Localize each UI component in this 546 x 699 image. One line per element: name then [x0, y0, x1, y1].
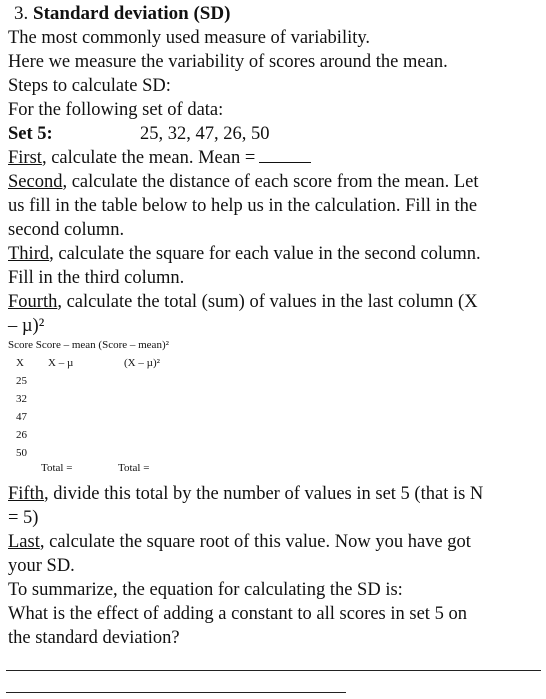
- table-score-row: 26: [16, 429, 27, 441]
- step-second-1: [8, 170, 479, 194]
- step-fifth-2: = 5): [8, 508, 39, 528]
- intro-line-1: The most commonly used measure of variability.: [8, 28, 371, 48]
- table-score-row: 25: [16, 375, 27, 387]
- section-title: Standard deviation (SD): [33, 3, 231, 24]
- table-col1-sub: X: [16, 357, 24, 369]
- mean-answer-blank[interactable]: [259, 146, 311, 163]
- summary-line-2: What is the effect of adding a constant to all scores in set 5 on: [8, 604, 467, 624]
- set-values: 25, 32, 47, 26, 50: [140, 124, 270, 144]
- table-score-row: 32: [16, 393, 27, 405]
- step-third-2: Fill in the third column.: [8, 268, 185, 288]
- step-first: [8, 146, 311, 170]
- intro-line-2: Here we measure the variability of scores around the mean.: [8, 52, 448, 72]
- step-first-word: First: [8, 148, 42, 168]
- step-third-text-1: , calculate the square for each value in the second column.: [49, 244, 481, 264]
- intro-line-4: For the following set of data:: [8, 100, 224, 120]
- table-score-row: 50: [16, 447, 27, 459]
- step-fifth-word: Fifth: [8, 484, 44, 504]
- step-second-2: us fill in the table below to help us in the calculation. Fill in the: [8, 196, 478, 216]
- step-fourth-1: [8, 290, 478, 314]
- step-third-word: Third: [8, 244, 50, 264]
- answer-line-2[interactable]: [6, 692, 346, 693]
- table-col3-sub: (X – µ)²: [124, 357, 160, 369]
- table-score-row: 47: [16, 411, 27, 423]
- summary-line-1: To summarize, the equation for calculating the SD is:: [8, 580, 403, 600]
- step-fourth-word: Fourth: [8, 292, 58, 312]
- intro-line-3: Steps to calculate SD:: [8, 76, 171, 96]
- table-total-2: Total =: [118, 462, 150, 474]
- step-last-text-1: , calculate the square root of this value. Now you have got: [39, 532, 471, 552]
- step-third-1: [8, 242, 481, 266]
- step-fourth-text-1: , calculate the total (sum) of values in the last column (X: [57, 292, 478, 312]
- table-total-1: Total =: [41, 462, 73, 474]
- section-number: 3.: [14, 3, 29, 24]
- table-col2-sub: X – µ: [48, 357, 74, 369]
- step-first-text: , calculate the mean. Mean =: [41, 148, 256, 168]
- step-second-word: Second: [8, 172, 63, 192]
- set-label: Set 5:: [8, 124, 53, 144]
- step-second-text-1: , calculate the distance of each score from the mean. Let: [62, 172, 479, 192]
- summary-line-3: the standard deviation?: [8, 628, 180, 648]
- step-fourth-2: – µ)²: [8, 316, 45, 336]
- step-second-3: second column.: [8, 220, 125, 240]
- table-header-row: Score Score – mean (Score – mean)²: [8, 339, 169, 351]
- answer-line-1[interactable]: [6, 670, 541, 671]
- section-heading: [14, 2, 230, 26]
- set-row: [8, 122, 270, 146]
- step-last-2: your SD.: [8, 556, 75, 576]
- step-fifth-text-1: , divide this total by the number of values in set 5 (that is N: [43, 484, 484, 504]
- step-last-word: Last: [8, 532, 40, 552]
- step-fifth-1: [8, 482, 483, 506]
- step-last-1: [8, 530, 471, 554]
